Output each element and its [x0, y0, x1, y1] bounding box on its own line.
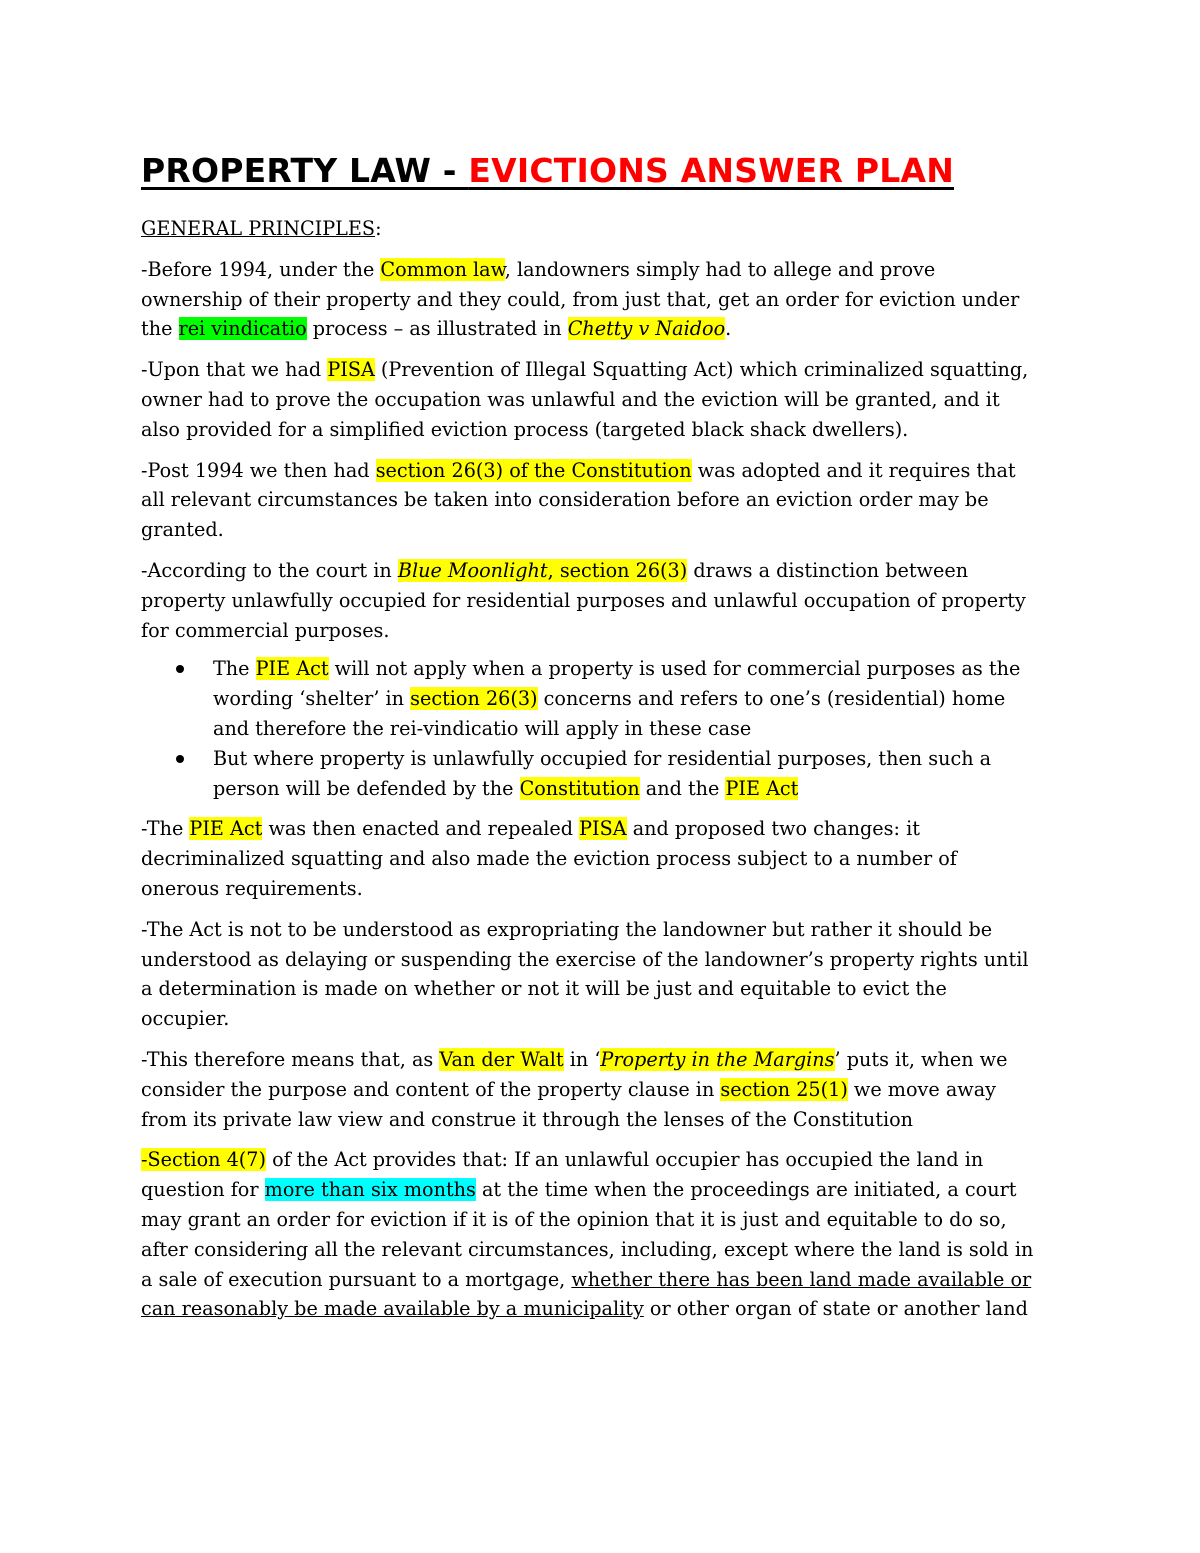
text: also provided for a simplified eviction process (targeted black shack dwellers).: [141, 417, 909, 441]
document-title: [141, 142, 1066, 200]
highlight: section 26(3) of the Constitution: [375, 458, 692, 482]
text: -: [141, 1148, 148, 1172]
document-body: [141, 142, 1066, 1335]
underlined-text: can reasonably be made available by a municipality: [141, 1297, 644, 1321]
text: of the Act provides that: If an unlawful occupier has occupied the land in: [265, 1148, 984, 1172]
highlight: Van der Walt: [439, 1047, 564, 1071]
text: will not apply when a property is used for commercial purposes as the: [328, 657, 1021, 681]
text: a sale of execution pursuant to a mortgage,: [141, 1267, 572, 1291]
paragraph-section-4-7: [141, 1145, 1066, 1324]
text: -Post 1994 we then had: [141, 458, 376, 482]
text: -Upon that we had: [141, 358, 328, 382]
title-red: EVICTIONS ANSWER PLAN: [468, 151, 955, 190]
text: (Prevention of Illegal Squatting Act) which criminalized squatting,: [374, 358, 1029, 382]
highlight: PIE Act: [255, 657, 329, 681]
text: and the: [639, 776, 726, 800]
text: .: [725, 317, 732, 341]
text: process – as illustrated in: [306, 317, 568, 341]
text: occupier.: [141, 1007, 230, 1031]
paragraph-post-1994: [141, 456, 1066, 545]
highlight: Section 4(7): [147, 1148, 266, 1172]
highlight: PIE Act: [189, 817, 263, 841]
highlight: section 26(3): [559, 558, 688, 582]
text: person will be defended by the: [213, 776, 520, 800]
highlight: section 26(3): [410, 687, 538, 711]
text: wording ‘shelter’ in: [213, 687, 411, 711]
text: or other organ of state or another land: [643, 1297, 1028, 1321]
text: and proposed two changes: it: [626, 817, 920, 841]
paragraph-blue-moonlight: [141, 556, 1066, 645]
list-item: [141, 744, 1066, 804]
underlined-text: whether there has been land made available or: [571, 1267, 1032, 1291]
text: was then enacted and repealed: [262, 817, 580, 841]
text: -The Act is not to be understood as expropriating the landowner but rather it should be: [141, 917, 993, 941]
text: in ‘: [563, 1047, 601, 1071]
text: we move away: [847, 1077, 996, 1101]
title-black: PROPERTY LAW -: [141, 151, 469, 190]
text: was adopted and it requires that: [691, 458, 1016, 482]
text: from its private law view and construe it through the lenses of the Constitution: [141, 1107, 914, 1131]
bullet-dot-icon: [176, 755, 184, 763]
highlight: PIE Act: [725, 776, 799, 800]
text: , landowners simply had to allege and prove: [504, 257, 936, 281]
text: granted.: [141, 518, 224, 542]
highlight: PISA: [327, 358, 375, 382]
highlight: PISA: [579, 817, 627, 841]
bullet-dot-icon: [176, 665, 184, 673]
text: consider the purpose and content of the property clause in: [141, 1077, 721, 1101]
book-title: Property in the Margins: [600, 1047, 835, 1071]
case-name: Blue Moonlight: [397, 558, 548, 582]
text: ,: [547, 558, 560, 582]
text: But where property is unlawfully occupied for residential purposes, then such a: [213, 746, 992, 770]
text: -The: [141, 817, 190, 841]
text: -This therefore means that, as: [141, 1047, 440, 1071]
text: The: [213, 657, 256, 681]
paragraph-pie-act: [141, 814, 1066, 903]
text: the: [141, 317, 179, 341]
text: decriminalized squatting and also made the eviction process subject to a number of: [141, 847, 957, 871]
text: ownership of their property and they could, from just that, get an order for eviction under: [141, 287, 1020, 311]
case-name: Chetty v Naidoo: [567, 317, 726, 341]
text: draws a distinction between: [687, 558, 969, 582]
text: onerous requirements.: [141, 876, 363, 900]
paragraph-act-not-expropriating: [141, 915, 1066, 1034]
paragraph-common-law: [141, 255, 1066, 344]
text: property unlawfully occupied for residential purposes and unlawful occupation of property: [141, 588, 1026, 612]
text: understood as delaying or suspending the exercise of the landowner’s property rights until: [141, 947, 1029, 971]
text: -Before 1994, under the: [141, 257, 381, 281]
text: owner had to prove the occupation was unlawful and the eviction will be granted, and it: [141, 387, 1000, 411]
paragraph-van-der-walt: [141, 1045, 1066, 1134]
text: question for: [141, 1178, 265, 1202]
highlight: rei vindicatio: [178, 317, 307, 341]
text: ’ puts it, when we: [834, 1047, 1008, 1071]
highlight: more than six months: [264, 1178, 476, 1202]
text: and therefore the rei-vindicatio will apply in these case: [213, 716, 752, 740]
text: may grant an order for eviction if it is of the opinion that it is just and equitable to do so,: [141, 1207, 1007, 1231]
highlight: section 25(1): [720, 1077, 848, 1101]
section-heading: GENERAL PRINCIPLES:: [141, 217, 382, 240]
list-item: [141, 654, 1066, 743]
highlight: Common law: [380, 257, 505, 281]
paragraph-pisa: [141, 355, 1066, 444]
text: -According to the court in: [141, 558, 398, 582]
text: after considering all the relevant circumstances, including, except where the land is sold in: [141, 1237, 1034, 1261]
text: a determination is made on whether or not it will be just and equitable to evict the: [141, 977, 947, 1001]
text: for commercial purposes.: [141, 618, 390, 642]
text: at the time when the proceedings are initiated, a court: [475, 1178, 1017, 1202]
highlight: Constitution: [519, 776, 640, 800]
text: concerns and refers to one’s (residential) home: [537, 687, 1006, 711]
text: all relevant circumstances be taken into consideration before an eviction order may be: [141, 488, 989, 512]
bullet-list: [141, 654, 1066, 803]
general-principles-heading: GENERAL PRINCIPLES: [141, 217, 376, 240]
